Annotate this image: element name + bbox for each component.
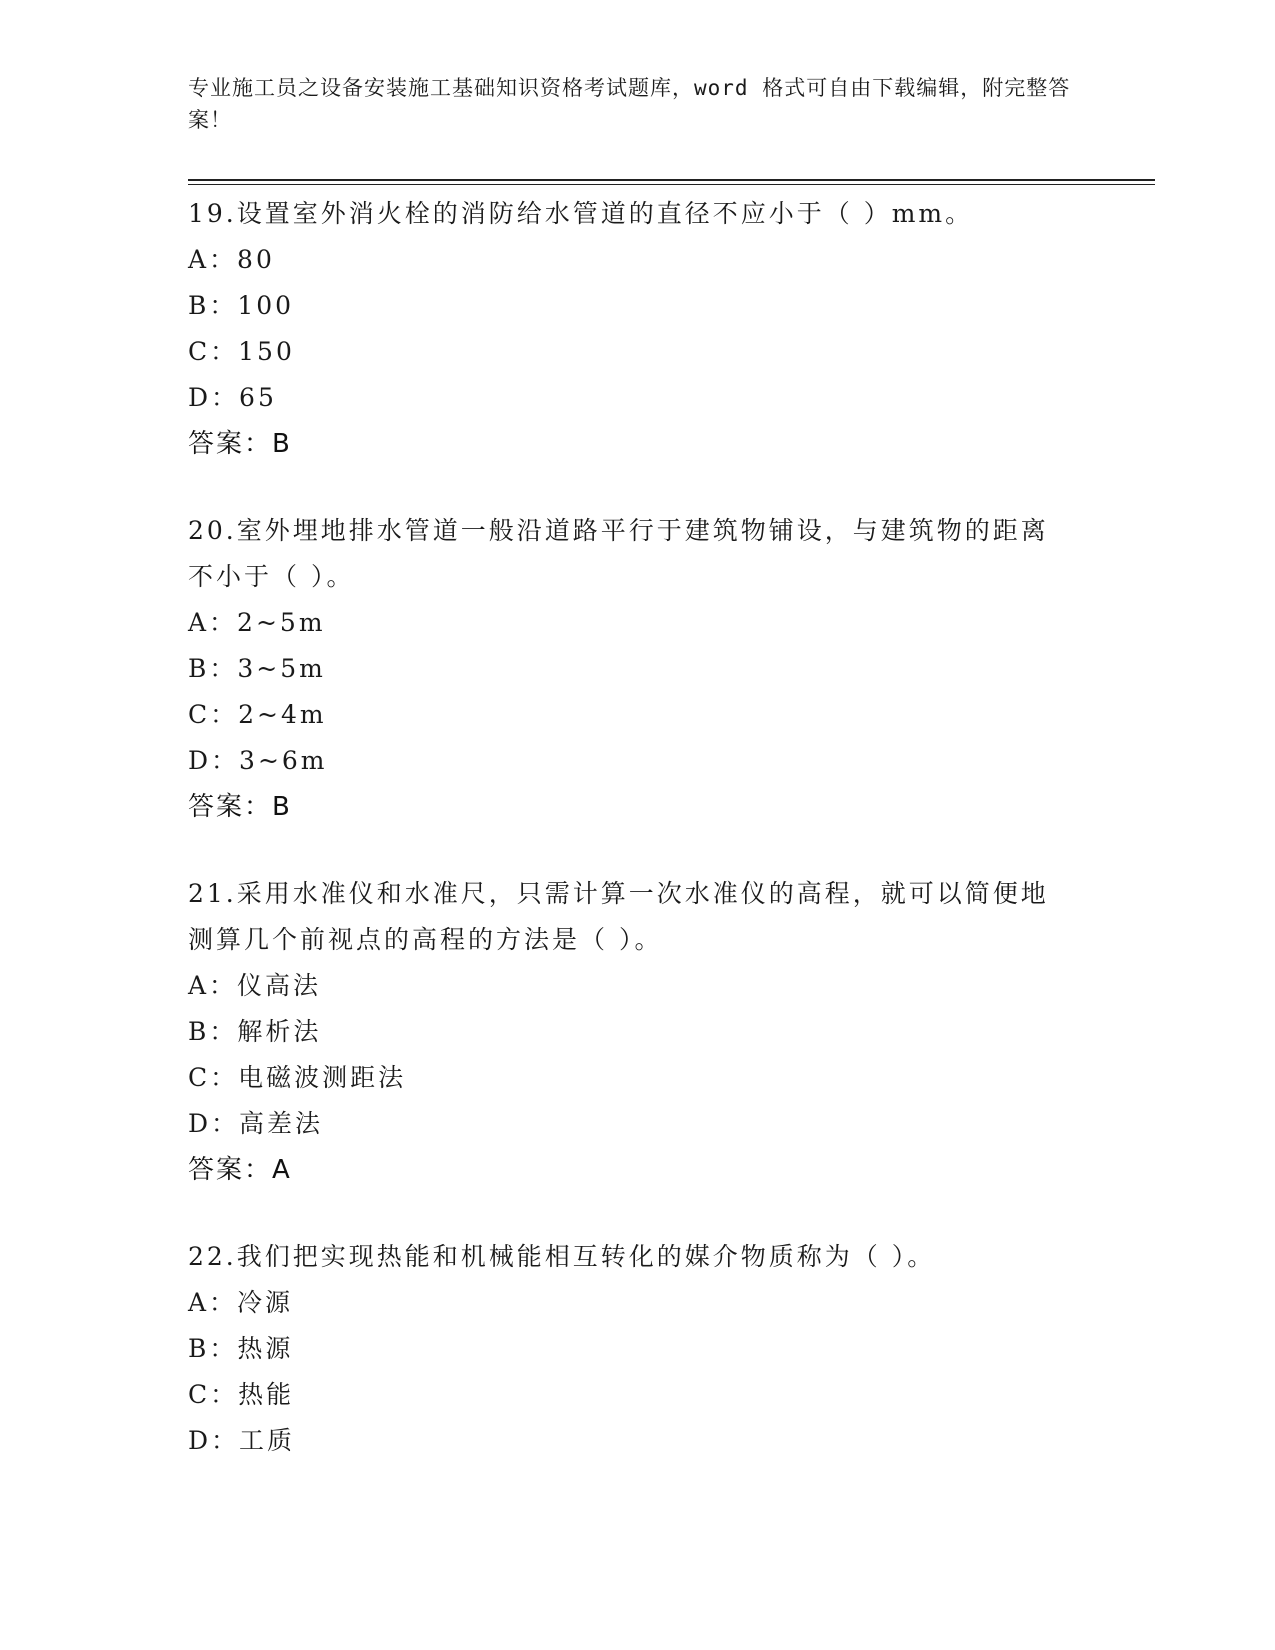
question-text: 20.室外埋地排水管道一般沿道路平行于建筑物铺设，与建筑物的距离不小于（ ）。: [188, 516, 1049, 591]
question-list: [188, 191, 1088, 1505]
option-d: D：高差法: [188, 1109, 324, 1138]
option-d: D：3~6m: [188, 746, 328, 775]
option-a: A：80: [188, 245, 275, 274]
option-c: C：电磁波测距法: [188, 1063, 407, 1092]
option-a: A：2~5m: [188, 608, 326, 637]
option-c: C：150: [188, 337, 295, 366]
option-d: D：工质: [188, 1426, 296, 1455]
question-text: 21.采用水准仪和水准尺，只需计算一次水准仪的高程，就可以简便地测算几个前视点的高程的方法是（ ）。: [188, 879, 1049, 954]
answer-label: 答案：B: [188, 429, 292, 459]
header-divider-thin: [188, 184, 1155, 185]
option-c: C：热能: [188, 1380, 295, 1409]
option-b: B：解析法: [188, 1017, 322, 1046]
document-header: 专业施工员之设备安装施工基础知识资格考试题库，word 格式可自由下载编辑，附完整答案！: [188, 76, 1071, 132]
answer-label: 答案：A: [188, 1155, 292, 1185]
option-a: A：冷源: [188, 1288, 294, 1317]
question-20: [188, 508, 1088, 830]
option-b: B：3~5m: [188, 654, 326, 683]
option-a: A：仪高法: [188, 971, 322, 1000]
question-21: [188, 871, 1088, 1193]
option-c: C：2~4m: [188, 700, 327, 729]
question-19: [188, 191, 1088, 467]
option-d: D：65: [188, 383, 277, 412]
option-b: B：100: [188, 291, 295, 320]
header-divider-thick: [188, 179, 1155, 181]
option-b: B：热源: [188, 1334, 294, 1363]
answer-label: 答案：B: [188, 792, 292, 822]
question-text: 22.我们把实现热能和机械能相互转化的媒介物质称为（ ）。: [188, 1242, 936, 1271]
question-22: [188, 1234, 1088, 1464]
question-text: 19.设置室外消火栓的消防给水管道的直径不应小于（ ）mm。: [188, 199, 974, 228]
